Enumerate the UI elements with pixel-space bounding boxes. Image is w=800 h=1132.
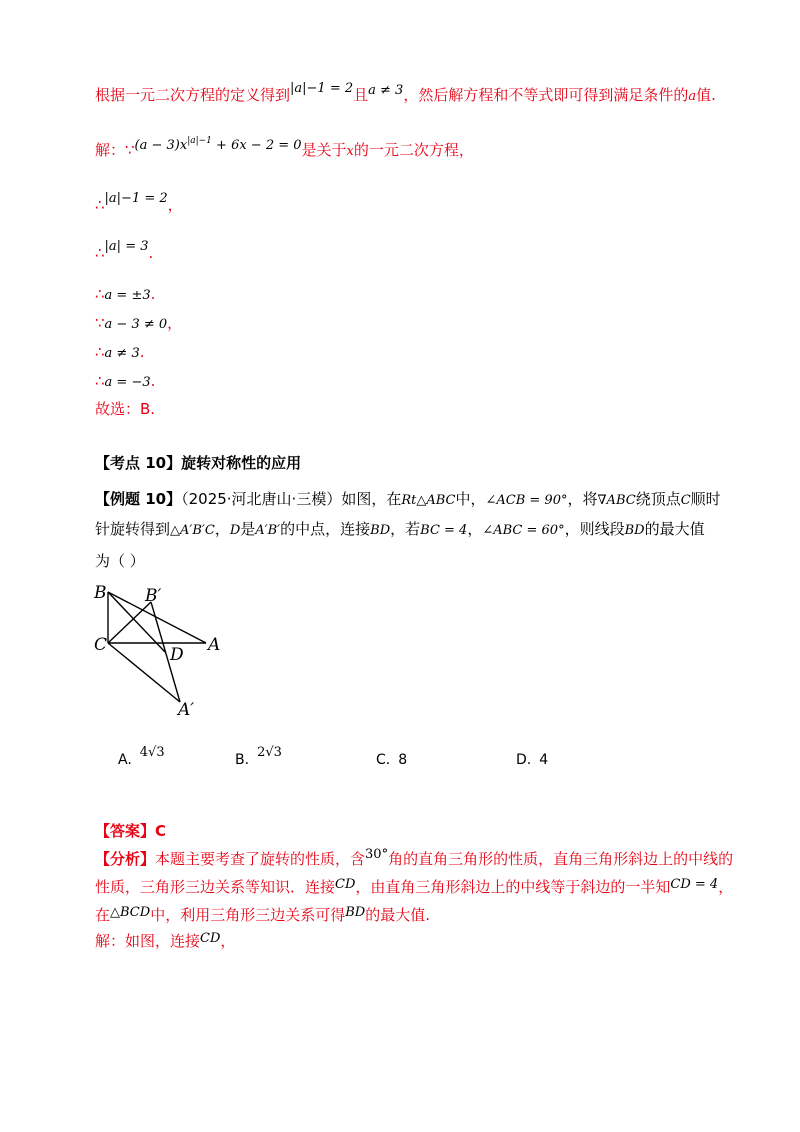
answer-line: 故选：B. <box>95 400 156 418</box>
text: 本题主要考查了旋转的性质，含 <box>155 850 366 868</box>
option-letter: D. <box>516 752 532 768</box>
math: △BCD <box>110 905 151 920</box>
therefore-symbol: ∴ <box>95 372 105 390</box>
analysis-top-line <box>95 81 716 108</box>
text: 针旋转得到 <box>95 520 171 538</box>
text: 的一元二次方程， <box>353 141 474 159</box>
math-cond2: a ≠ 3 <box>368 83 404 98</box>
text: . <box>150 285 156 303</box>
eq-part: + 6x − 2 = 0 <box>211 138 302 153</box>
text: ，由直角三角形斜边上的中线等于斜边的一半知 <box>355 878 671 896</box>
analysis-line-3 <box>95 904 430 928</box>
text: . <box>150 372 156 390</box>
math-a: a <box>688 89 697 104</box>
text: 解：∵ <box>95 141 135 159</box>
text: 解：如图，连接 <box>95 932 201 950</box>
math: a ≠ 3 <box>104 346 140 361</box>
math: △A′B′C <box>170 523 215 538</box>
example-label: 【例题 10】 <box>95 490 182 508</box>
text: 且 <box>353 86 369 104</box>
text: 的中点，连接 <box>280 520 371 538</box>
example-line-3: 为（ ） <box>95 552 145 570</box>
option-c[interactable] <box>376 752 407 768</box>
text: ， <box>167 314 183 332</box>
math: C <box>680 493 691 508</box>
text: 是 <box>240 520 256 538</box>
option-value: 4 <box>539 752 549 768</box>
therefore-symbol: ∴ <box>95 244 105 262</box>
option-value: 8 <box>398 752 408 768</box>
solution-line-4 <box>95 283 155 307</box>
text: ，将 <box>567 490 598 508</box>
therefore-symbol: ∴ <box>95 343 105 361</box>
text: 性质，三角形三边关系等知识．连接 <box>95 878 336 896</box>
label-C: C <box>94 635 108 655</box>
option-value: 2√3 <box>257 745 282 760</box>
math: CD <box>335 877 356 892</box>
math: 30° <box>365 847 389 862</box>
eq-exponent: |a|−1 <box>187 136 212 146</box>
math: a − 3 ≠ 0 <box>104 317 168 332</box>
text: ，则线段 <box>564 520 625 538</box>
math: BD <box>370 523 391 538</box>
solution-line-5 <box>95 312 182 336</box>
eq-part: (a − 3)x <box>134 138 188 153</box>
math: BD <box>624 523 645 538</box>
label-B: B <box>94 583 107 603</box>
solution-line-1 <box>95 136 474 163</box>
option-letter: A. <box>118 752 132 768</box>
math: |a|−1 = 2 <box>104 191 168 206</box>
math: ∠ACB = 90° <box>485 493 568 508</box>
math: CD <box>200 931 221 946</box>
option-letter: C. <box>376 752 391 768</box>
text: 根据一元二次方程的定义得到 <box>95 86 291 104</box>
therefore-symbol: ∴ <box>95 285 105 303</box>
text: ， <box>214 520 230 538</box>
label-A: A <box>208 635 221 655</box>
text: 的最大值. <box>365 906 430 924</box>
text: 在 <box>95 906 111 924</box>
label-B-prime: B′ <box>145 586 162 606</box>
math: ∠ABC = 60° <box>482 523 565 538</box>
text: . <box>139 343 145 361</box>
label-A-prime: A′ <box>178 700 195 720</box>
figure-lines <box>108 592 206 702</box>
text: ， <box>467 520 483 538</box>
solution-line-6 <box>95 341 145 365</box>
option-a[interactable] <box>118 745 165 768</box>
math: Rt△ABC <box>401 493 456 508</box>
math: BC = 4 <box>420 523 468 538</box>
analysis-line-2 <box>95 876 733 900</box>
math: CD = 4 <box>670 877 719 892</box>
therefore-symbol: ∴ <box>95 196 105 214</box>
because-symbol: ∵ <box>95 314 105 332</box>
math-cond1: |a|−1 = 2 <box>290 81 354 96</box>
math: |a| = 3 <box>104 239 149 254</box>
option-value: 4√3 <box>139 745 165 760</box>
text: 顺时 <box>690 490 721 508</box>
example-line-2 <box>95 518 705 542</box>
solution-line-2 <box>95 186 183 214</box>
text: ， <box>220 932 236 950</box>
option-d[interactable] <box>516 752 548 768</box>
option-letter: B. <box>235 752 250 768</box>
analysis-line-4 <box>95 930 235 954</box>
text: （2025·河北唐山·三模）如图，在 <box>181 490 402 508</box>
answer-label: 【答案】C <box>95 822 167 840</box>
text: 中， <box>455 490 486 508</box>
text: 绕顶点 <box>635 490 681 508</box>
text: 中，利用三角形三边关系可得 <box>150 906 346 924</box>
label-D: D <box>170 645 184 665</box>
text: . <box>148 244 154 262</box>
text: 角的直角三角形的性质，直角三角形斜边上的中线的 <box>388 850 734 868</box>
solution-line-3 <box>95 234 154 262</box>
math: a = −3 <box>104 375 151 390</box>
math: A′B′ <box>255 523 281 538</box>
text: 的最大值 <box>644 520 705 538</box>
math: D <box>229 523 241 538</box>
geometry-figure <box>88 580 238 720</box>
text: 是关于 <box>301 141 347 159</box>
analysis-label: 【分析】 <box>95 850 156 868</box>
analysis-line-1 <box>95 848 733 872</box>
solution-line-7 <box>95 370 155 394</box>
math-x: x <box>346 144 354 159</box>
text: ，若 <box>390 520 421 538</box>
text: ， <box>718 878 734 896</box>
section-title: 【考点 10】旋转对称性的应用 <box>95 454 302 472</box>
math: BD <box>345 905 366 920</box>
math: a = ±3 <box>104 288 151 303</box>
option-b[interactable] <box>235 745 282 768</box>
math-equation <box>135 138 302 153</box>
text: 值. <box>696 86 716 104</box>
segment-CBprime <box>108 602 151 643</box>
text: ，然后解方程和不等式即可得到满足条件的 <box>403 86 689 104</box>
text: ， <box>167 196 183 214</box>
example-line-1 <box>95 488 721 512</box>
math: ∇ABC <box>597 493 636 508</box>
